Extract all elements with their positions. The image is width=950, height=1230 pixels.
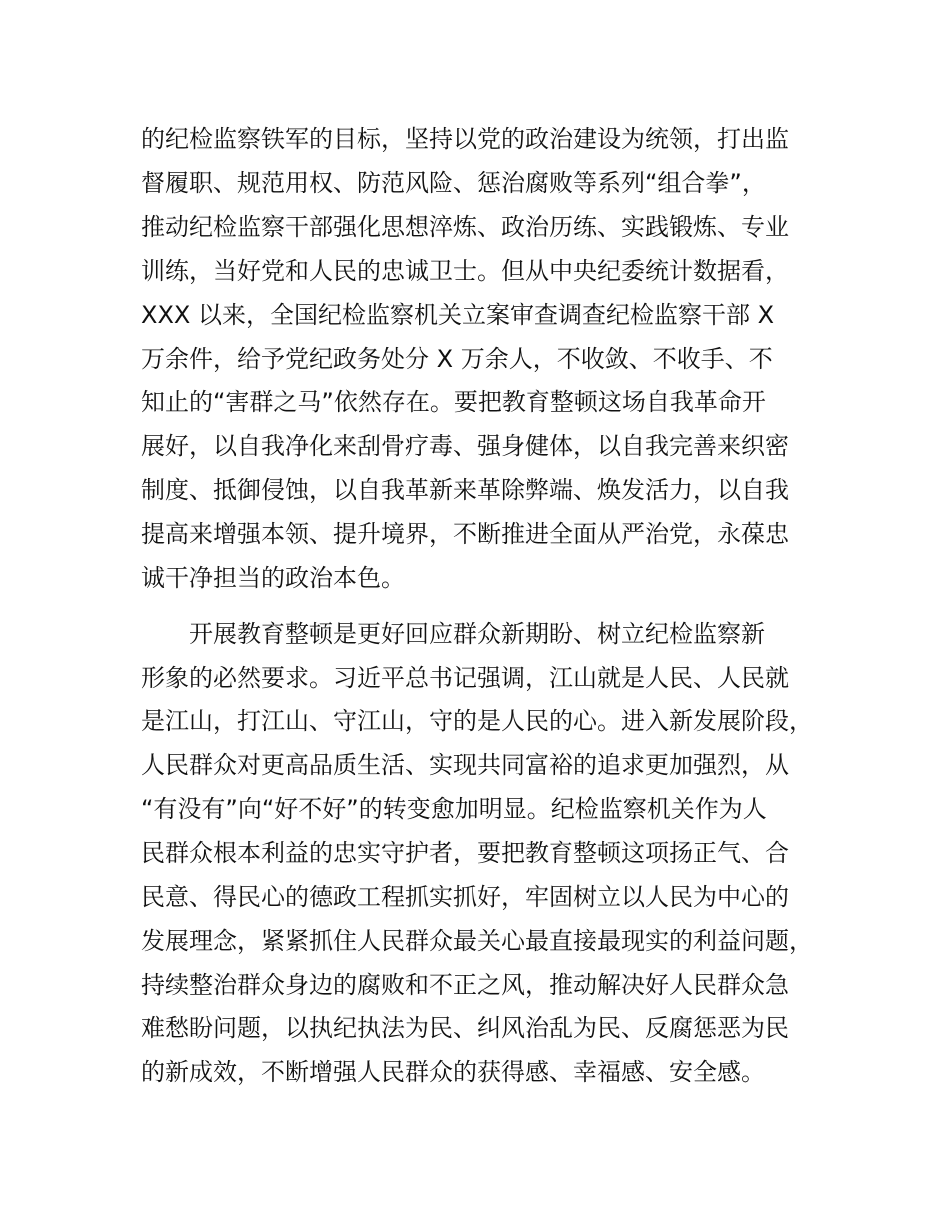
paragraph-line: 推动纪检监察干部强化思想淬炼、政治历练、实践锻炼、专业: [141, 213, 789, 241]
paragraph-line: 是江山，打江山、守江山，守的是人民的心。进入新发展阶段，: [141, 707, 813, 735]
paragraph-line: 诚干净担当的政治本色。: [141, 564, 405, 592]
paragraph-line: 难愁盼问题，以执纪执法为民、纠风治乱为民、反腐惩恶为民: [141, 1014, 789, 1042]
paragraph-line: 知止的“害群之马”依然存在。要把教育整顿这场自我革命开: [141, 388, 766, 416]
paragraph-line: 发展理念，紧紧抓住人民群众最关心最直接最现实的利益问题，: [141, 927, 813, 955]
paragraph-line: 万余件，给予党纪政务处分 X 万余人，不收敛、不收手、不: [141, 345, 773, 373]
paragraph-line: 的新成效，不断增强人民群众的获得感、幸福感、安全感。: [141, 1058, 765, 1086]
paragraph-line: 民意、得民心的德政工程抓实抓好，牢固树立以人民为中心的: [141, 883, 789, 911]
paragraph-line: 展好，以自我净化来刮骨疗毒、强身健体，以自我完善来织密: [141, 432, 789, 460]
paragraph-first-line: 开展教育整顿是更好回应群众新期盼、树立纪检监察新: [189, 620, 765, 648]
paragraph-line: 形象的必然要求。习近平总书记强调，江山就是人民、人民就: [141, 664, 789, 692]
paragraph-line: “有没有”向“好不好”的转变愈加明显。纪检监察机关作为人: [141, 795, 767, 823]
paragraph-line: 人民群众对更高品质生活、实现共同富裕的追求更加强烈，从: [141, 751, 789, 779]
paragraph-line: 民群众根本利益的忠实守护者，要把教育整顿这项扬正气、合: [141, 839, 789, 867]
paragraph-line: 的纪检监察铁军的目标，坚持以党的政治建设为统领，打出监: [141, 125, 789, 153]
paragraph-line: 督履职、规范用权、防范风险、惩治腐败等系列“组合拳”，: [141, 169, 766, 197]
paragraph-line: 持续整治群众身边的腐败和不正之风，推动解决好人民群众急: [141, 971, 789, 999]
paragraph-line: 制度、抵御侵蚀，以自我革新来革除弊端、焕发活力，以自我: [141, 476, 789, 504]
paragraph-line: XXX 以来，全国纪检监察机关立案审查调查纪检监察干部 X: [141, 301, 775, 329]
paragraph-line: 提高来增强本领、提升境界，不断推进全面从严治党，永葆忠: [141, 520, 789, 548]
paragraph-line: 训练，当好党和人民的忠诚卫士。但从中央纪委统计数据看，: [141, 257, 789, 285]
